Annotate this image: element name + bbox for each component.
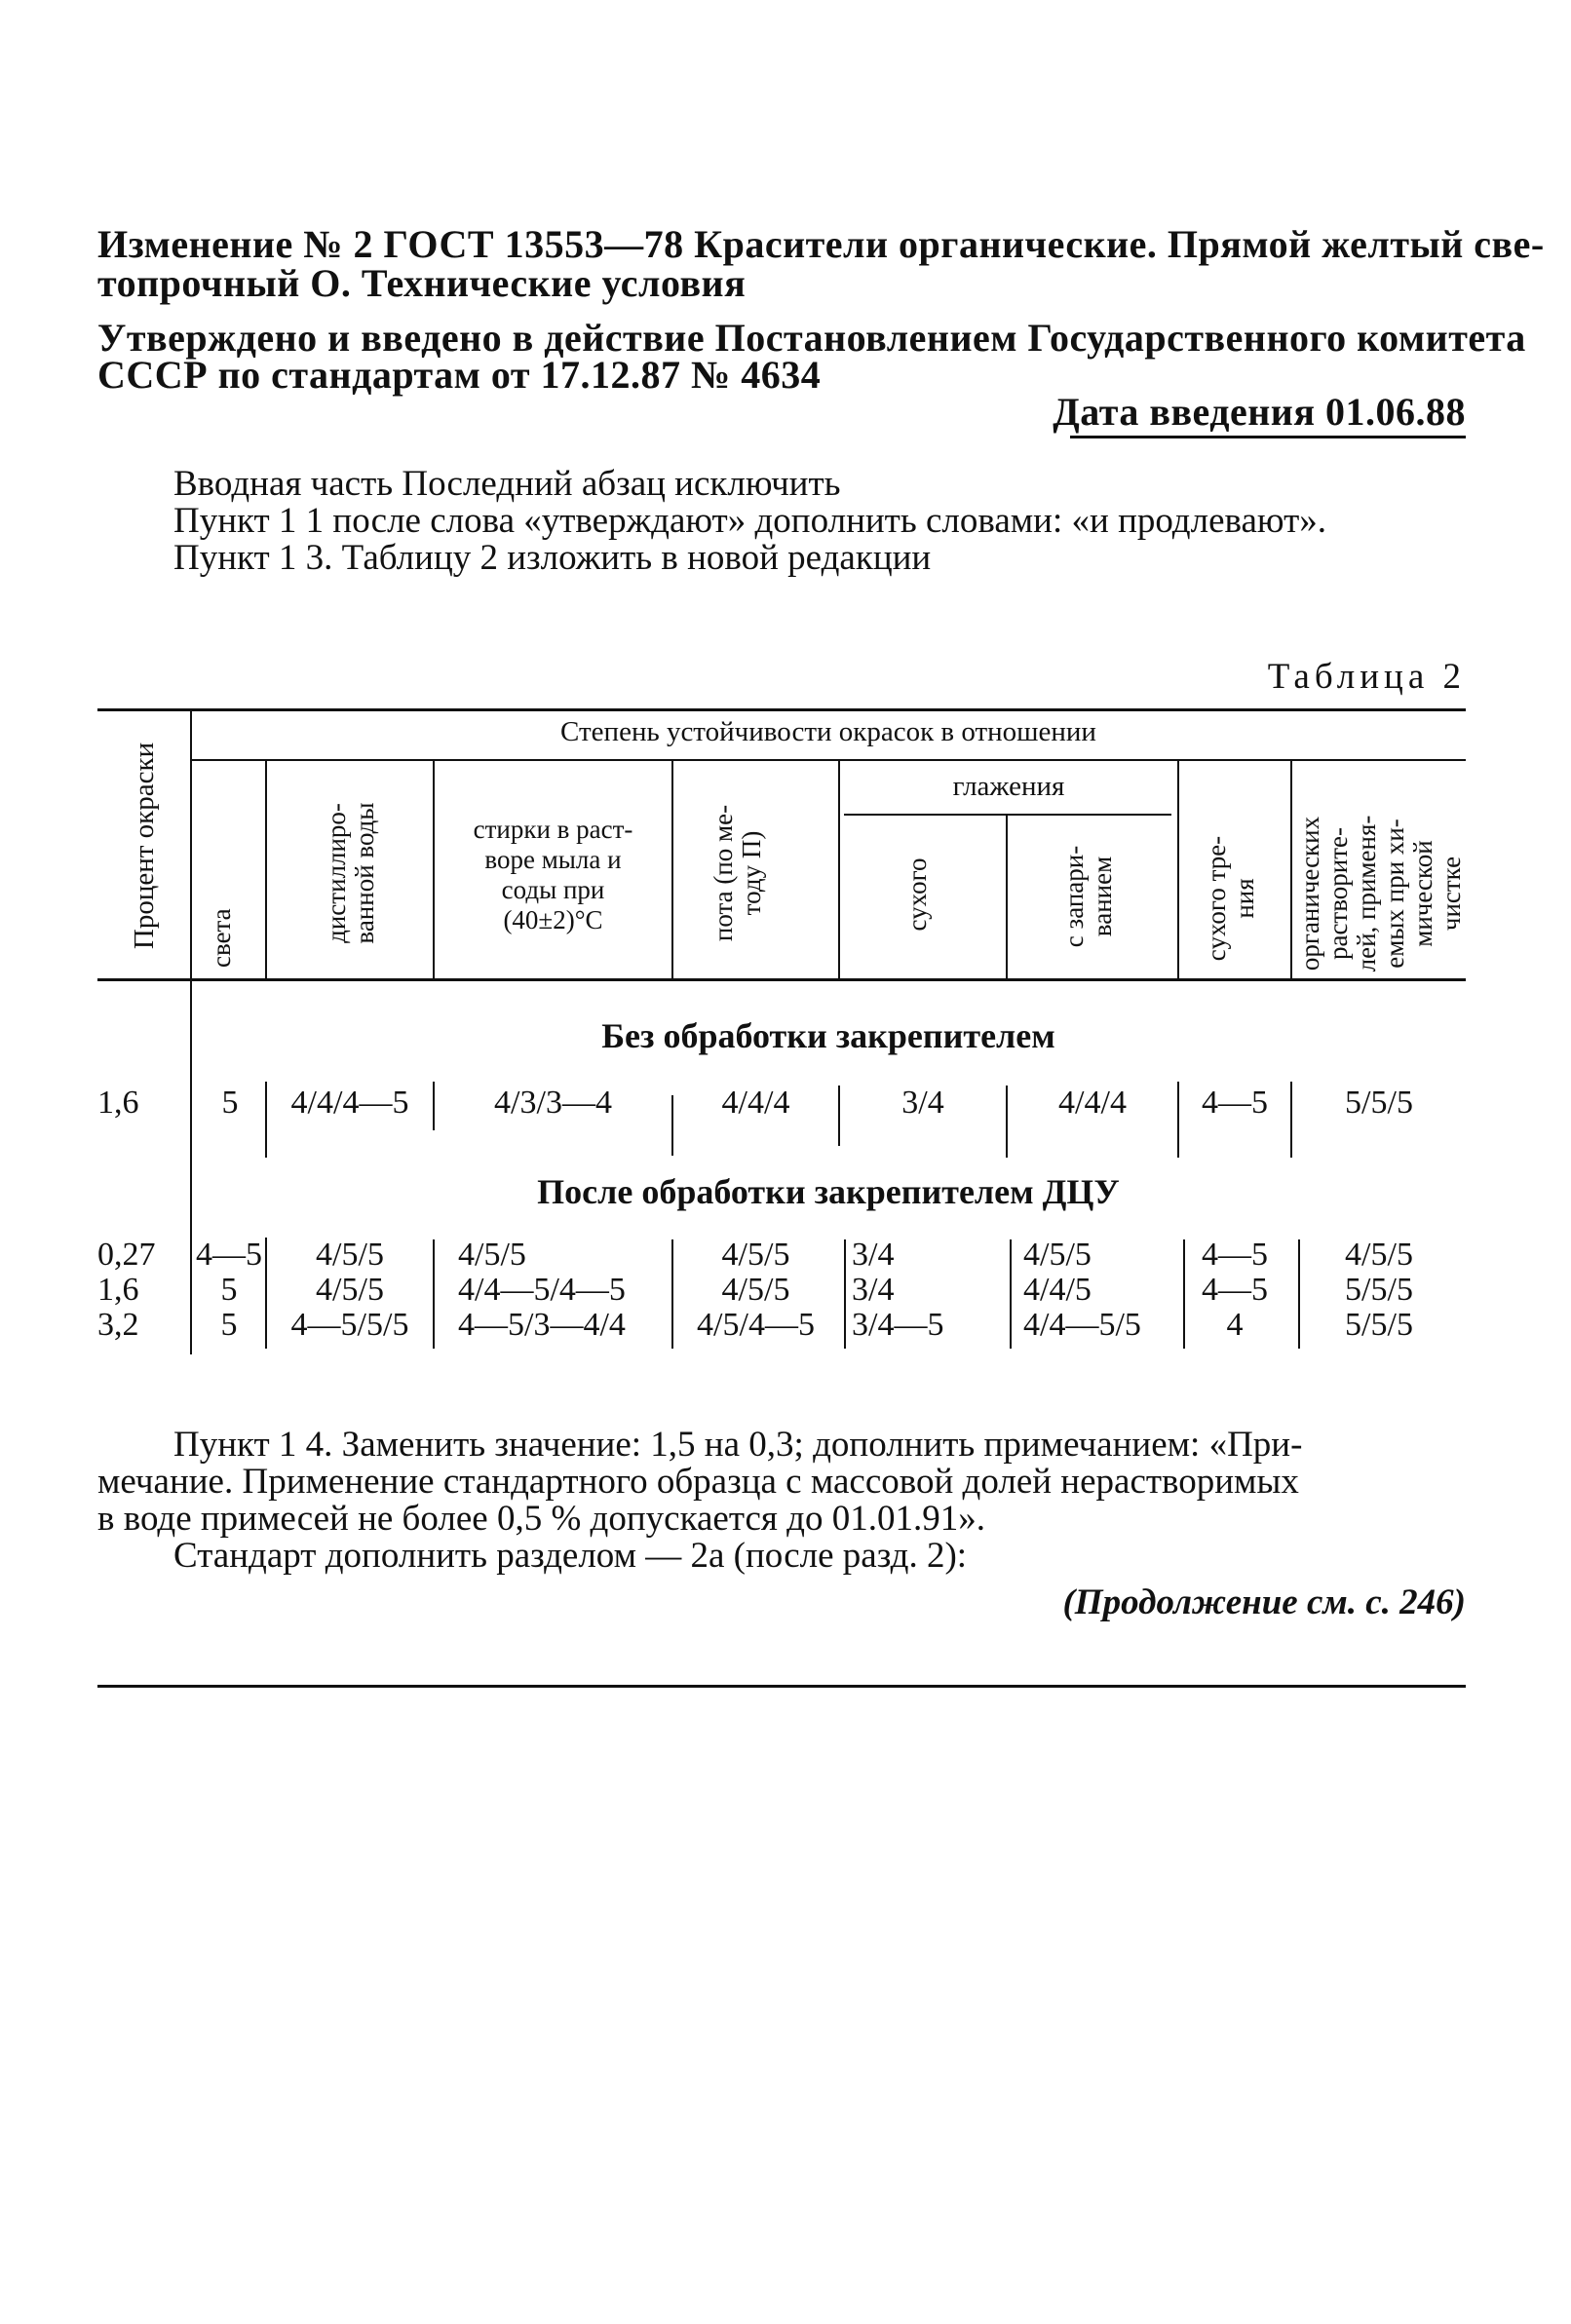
cell-sweat: 4/5/5 [721,1237,790,1273]
row-divider [671,1239,673,1349]
row-divider [844,1239,846,1349]
row-divider [265,1082,267,1158]
cell-steam: 4/4/4 [1058,1085,1127,1121]
group-header: Степень устойчивости окрасок в отношении [560,716,1096,747]
col-header-washing: стирки в раст- воре мыла и соды при (40±2)°С [473,815,633,934]
col-divider [1006,816,1008,980]
col-header-percent: Процент окраски [129,742,160,950]
table-top-rule [97,708,1466,711]
cell-distilled: 4/5/5 [316,1237,384,1273]
ironing-group-header: глажения [952,771,1065,802]
row-divider [1183,1239,1185,1349]
section-title: Без обработки закрепителем [601,1016,1055,1055]
approval-line1: Утверждено и введено в действие Постановлением Государственного комитета [97,316,1526,360]
section-title: После обработки закрепителем ДЦУ [537,1172,1120,1211]
row-divider [265,1238,267,1349]
cell-percent: 3,2 [97,1307,139,1343]
cell-washing: 4/4—5/4—5 [458,1272,626,1308]
row-divider [1177,1082,1179,1158]
col-divider [671,761,673,980]
continuation-note: (Продолжение см. с. 246) [1062,1582,1466,1622]
cell-washing: 4/5/5 [458,1237,526,1273]
para-line: мечание. Применение стандартного образца с массовой долей нерастворимых [97,1462,1299,1502]
col-divider [265,761,267,980]
cell-light: 5 [221,1085,239,1121]
cell-sweat: 4/4/4 [721,1085,790,1121]
col-header-dry: сухого [902,857,932,932]
cell-distilled: 4/4/4—5 [290,1085,409,1121]
date-underline [1070,436,1466,438]
cell-dry: 3/4 [852,1237,895,1273]
para-line: Стандарт дополнить разделом — 2а (после разд. 2): [173,1536,968,1576]
col-header-rubbing: сухого тре- ния [1202,835,1259,962]
cell-rubbing: 4—5 [1202,1237,1268,1273]
cell-steam: 4/5/5 [1023,1237,1092,1273]
row-divider [433,1239,435,1349]
cell-washing: 4—5/3—4/4 [458,1307,626,1343]
cell-solvents: 5/5/5 [1345,1272,1413,1308]
intro-line1: Вводная часть Последний абзац исключить [173,464,841,504]
row-divider [1006,1086,1008,1158]
cell-sweat: 4/5/5 [721,1272,790,1308]
cell-rubbing: 4 [1226,1307,1244,1343]
cell-distilled: 4—5/5/5 [290,1307,409,1343]
col-header-sweat: пота (по ме- тоду П) [709,804,766,942]
footer-rule [97,1685,1466,1688]
cell-percent: 1,6 [97,1272,139,1308]
col-divider [1177,761,1179,980]
cell-dry: 3/4 [852,1272,895,1308]
col-header-steam: с запари- ванием [1059,845,1117,948]
table-caption: Таблица 2 [1267,657,1466,697]
para-line: в воде примесей не более 0,5 % допускается до 01.01.91». [97,1499,985,1539]
row-divider [1298,1239,1300,1349]
cell-solvents: 4/5/5 [1345,1237,1413,1273]
effective-date: Дата введения 01.06.88 [1053,390,1466,434]
para-line: Пункт 1 4. Заменить значение: 1,5 на 0,3; дополнить примечанием: «При- [173,1425,1303,1465]
cell-light: 4—5 [196,1237,262,1273]
cell-solvents: 5/5/5 [1345,1307,1413,1343]
doc-title-line2: топрочный О. Технические условия [97,261,747,305]
row-divider [671,1095,673,1156]
row-divider [1010,1239,1012,1349]
cell-dry: 3/4—5 [852,1307,944,1343]
cell-sweat: 4/5/4—5 [697,1307,815,1343]
cell-rubbing: 4—5 [1202,1085,1268,1121]
approval-line2: СССР по стандартам от 17.12.87 № 4634 [97,353,822,397]
cell-distilled: 4/5/5 [316,1272,384,1308]
intro-line2: Пункт 1 1 после слова «утверждают» дополнить словами: «и продлевают». [173,501,1326,541]
row-divider [1290,1082,1292,1158]
table-group-rule [191,759,1466,761]
col-header-light: света [207,908,236,968]
col-header-solvents: органических растворите- лей, применя- емых при хи- мической чистке [1295,815,1466,972]
cell-steam: 4/4/5 [1023,1272,1092,1308]
cell-light: 5 [220,1307,238,1343]
col-header-distilled: дистиллиро- ванной воды [322,802,379,944]
doc-title-line1: Изменение № 2 ГОСТ 13553—78 Красители органические. Прямой желтый све- [97,222,1545,266]
intro-line3: Пункт 1 3. Таблицу 2 изложить в новой редакции [173,538,932,578]
cell-solvents: 5/5/5 [1345,1085,1413,1121]
cell-steam: 4/4—5/5 [1023,1307,1141,1343]
cell-washing: 4/3/3—4 [494,1085,612,1121]
row-divider [433,1082,435,1130]
cell-rubbing: 4—5 [1202,1272,1268,1308]
cell-dry: 3/4 [901,1085,944,1121]
cell-percent: 1,6 [97,1085,139,1121]
cell-light: 5 [220,1272,238,1308]
table-head-bottom-rule [97,978,1466,981]
cell-percent: 0,27 [97,1237,156,1273]
row-divider [838,1086,840,1146]
ironing-rule [844,814,1171,816]
col-divider [1290,761,1292,980]
